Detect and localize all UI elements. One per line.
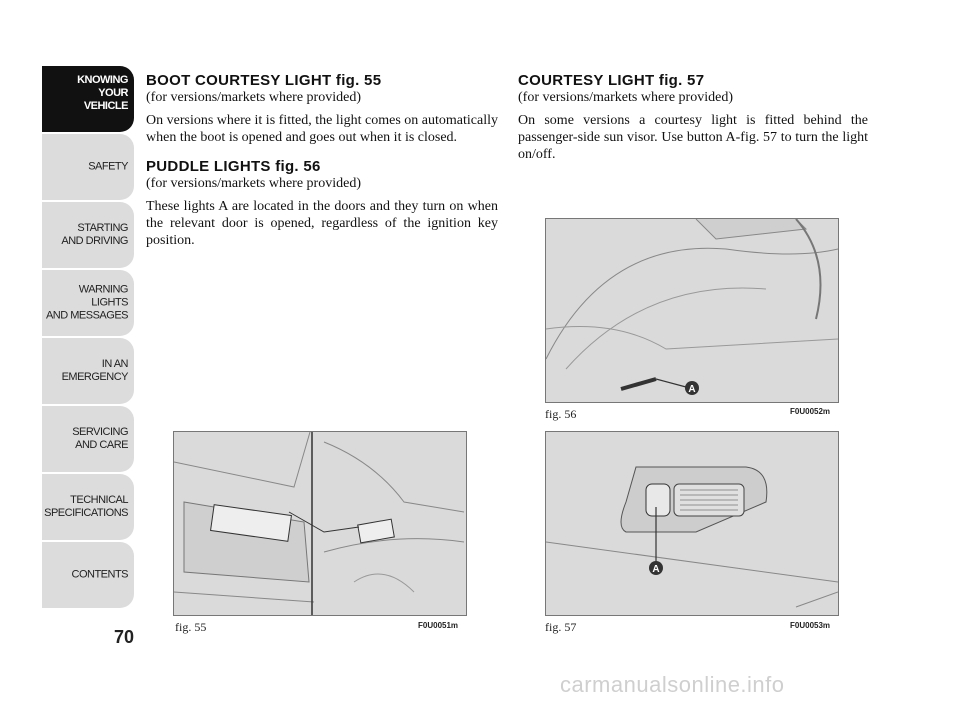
boot-light-illustration — [174, 432, 466, 615]
chapter-sidebar — [42, 66, 134, 610]
figure-57-courtesy-light — [545, 431, 839, 616]
fig-56-code: F0U0052m — [790, 407, 831, 416]
tab-label: SERVICING AND CARE — [72, 426, 128, 451]
tab-label: TECHNICAL SPECIFICATIONS — [44, 494, 128, 519]
tab-warning-lights[interactable] — [42, 270, 134, 336]
puddle-lights-sub: (for versions/markets where provided) — [146, 176, 361, 191]
tab-label: STARTING AND DRIVING — [61, 222, 128, 247]
tab-contents[interactable] — [42, 542, 134, 608]
tab-knowing-your-vehicle[interactable] — [42, 66, 134, 132]
tab-technical-specifications[interactable] — [42, 474, 134, 540]
figure-55-boot-light — [173, 431, 467, 616]
puddle-lights-body: These lights A are located in the doors and they turn on when the relevant door is opened, regardless of the ignition key position. — [146, 199, 498, 248]
tab-label: WARNING LIGHTS AND MESSAGES — [45, 283, 128, 322]
door-illustration — [546, 219, 838, 402]
watermark: carmanualsonline.info — [560, 672, 785, 697]
right-column — [518, 72, 868, 175]
boot-courtesy-light-body: On versions where it is fitted, the light comes on automatically when the boot is opened and goes out when it is closed. — [146, 113, 498, 145]
tab-starting-and-driving[interactable] — [42, 202, 134, 268]
tab-safety[interactable] — [42, 134, 134, 200]
visor-light-illustration — [546, 432, 838, 615]
puddle-lights-title: PUDDLE LIGHTS fig. 56 — [146, 158, 321, 175]
figure-56-puddle-light — [545, 218, 839, 403]
fig-57-caption: fig. 57 — [545, 620, 577, 634]
fig-55-caption: fig. 55 — [175, 620, 207, 634]
tab-servicing-and-care[interactable] — [42, 406, 134, 472]
tab-label: CONTENTS — [71, 568, 128, 581]
courtesy-light-body: On some versions a courtesy light is fitted behind the passenger-side sun visor. Use button A-fig. 57 to turn the light on/off. — [518, 113, 868, 162]
boot-courtesy-light-title: BOOT COURTESY LIGHT fig. 55 — [146, 72, 382, 89]
tab-label: SAFETY — [88, 160, 128, 173]
fig-56-caption: fig. 56 — [545, 407, 577, 421]
fig-55-code: F0U0051m — [418, 621, 459, 630]
page-number: 70 — [113, 627, 134, 647]
tab-label: IN AN EMERGENCY — [61, 358, 128, 383]
marker-a: A — [688, 384, 696, 395]
marker-a: A — [652, 564, 660, 575]
left-column — [146, 72, 498, 261]
courtesy-light-sub: (for versions/markets where provided) — [518, 90, 733, 105]
boot-courtesy-light-sub: (for versions/markets where provided) — [146, 90, 361, 105]
tab-label: KNOWING YOUR VEHICLE — [77, 74, 128, 112]
courtesy-light-title: COURTESY LIGHT fig. 57 — [518, 72, 705, 89]
tab-in-an-emergency[interactable] — [42, 338, 134, 404]
fig-57-code: F0U0053m — [790, 621, 831, 630]
